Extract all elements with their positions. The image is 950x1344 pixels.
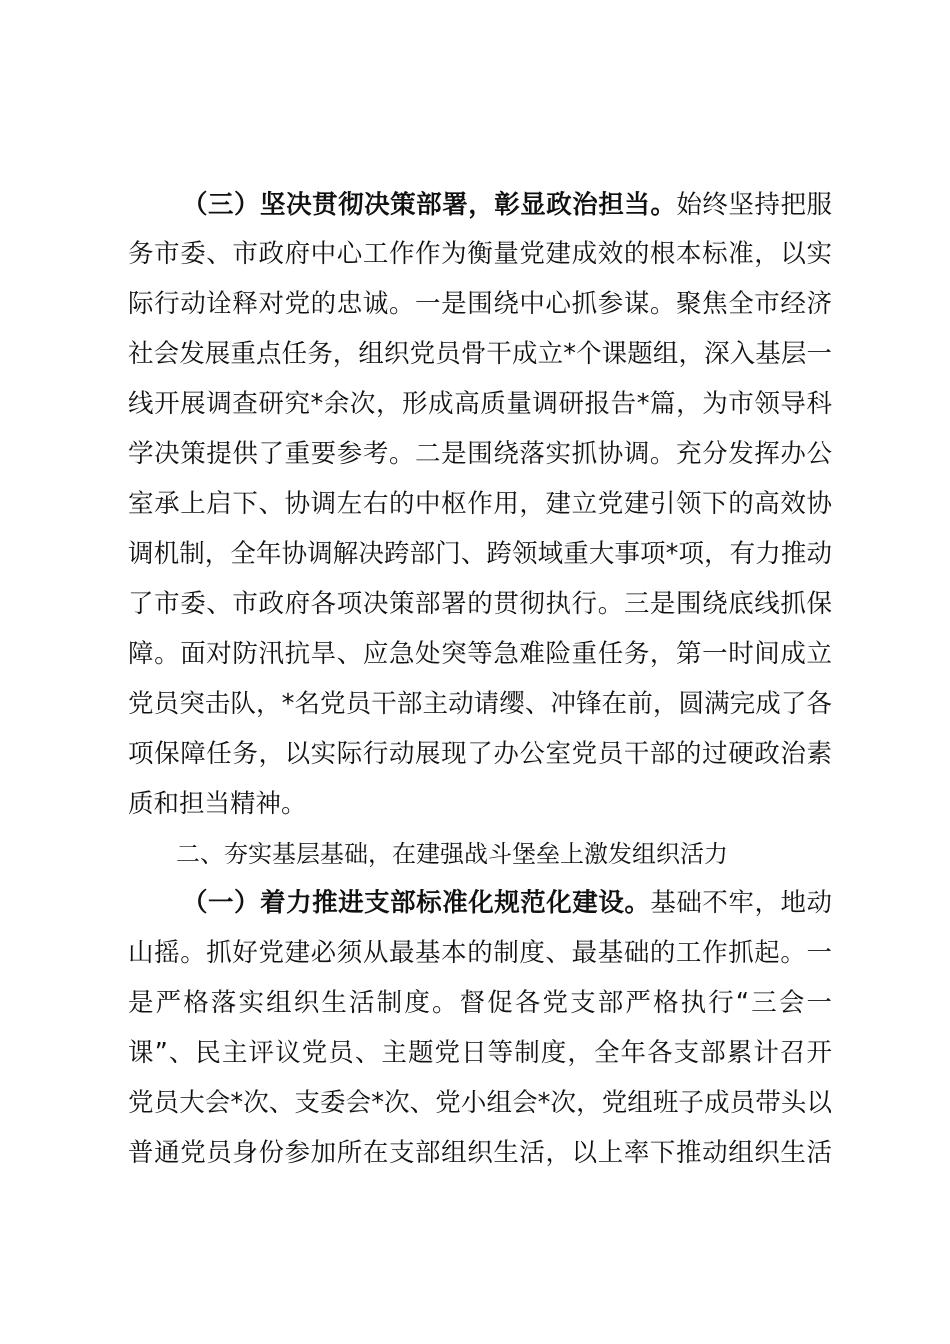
paragraph-line: 质和担当精神。	[128, 789, 307, 819]
paragraph-line: 室承上启下、协调左右的中枢作用，建立党建引领下的高效协	[128, 489, 832, 519]
paragraph-line: 山摇。抓好党建必须从最基本的制度、最基础的工作抓起。一	[128, 938, 832, 968]
paragraph-line: 项保障任务，以实际行动展现了办公室党员干部的过硬政治素	[128, 739, 832, 769]
paragraph-line: 际行动诠释对党的忠诚。一是围绕中心抓参谋。聚焦全市经济	[128, 289, 832, 319]
paragraph-line: 务市委、市政府中心工作作为衡量党建成效的根本标准，以实	[128, 239, 832, 269]
paragraph-line: 课”、民主评议党员、主题党日等制度，全年各支部累计召开	[128, 1038, 832, 1068]
section-1-first-line-text: 基础不牢，地动	[650, 888, 832, 918]
section-3-first-line-text: 始终坚持把服	[676, 190, 832, 220]
paragraph-line: 党员突击队，*名党员干部主动请缨、冲锋在前，圆满完成了各	[128, 689, 832, 719]
section-3-heading: （三）坚决贯彻决策部署，彰显政治担当。	[182, 190, 677, 220]
paragraph-line: 普通党员身份参加所在支部组织生活，以上率下推动组织生活	[128, 1138, 832, 1168]
paragraph-line: 障。面对防汛抗旱、应急处突等急难险重任务，第一时间成立	[128, 639, 832, 669]
section-1-first-line	[182, 883, 832, 923]
paragraph-line: 线开展调查研究*余次，形成高质量调研报告*篇，为市领导科	[128, 389, 832, 419]
paragraph-line: 了市委、市政府各项决策部署的贯彻执行。三是围绕底线抓保	[128, 589, 832, 619]
paragraph-line: 是严格落实组织生活制度。督促各党支部严格执行“三会一	[128, 988, 832, 1018]
paragraph-line: 调机制，全年协调解决跨部门、跨领域重大事项*项，有力推动	[128, 539, 832, 569]
paragraph-line: 党员大会*次、支委会*次、党小组会*次，党组班子成员带头以	[128, 1088, 832, 1118]
paragraph-line: 学决策提供了重要参考。二是围绕落实抓协调。充分发挥办公	[128, 439, 832, 469]
section-3-first-line	[182, 185, 832, 225]
paragraph-line: 社会发展重点任务，组织党员骨干成立*个课题组，深入基层一	[128, 339, 832, 369]
section-1-heading: （一）着力推进支部标准化规范化建设。	[182, 888, 651, 918]
part-2-heading: 二、夯实基层基础，在建强战斗堡垒上激发组织活力	[176, 840, 728, 868]
